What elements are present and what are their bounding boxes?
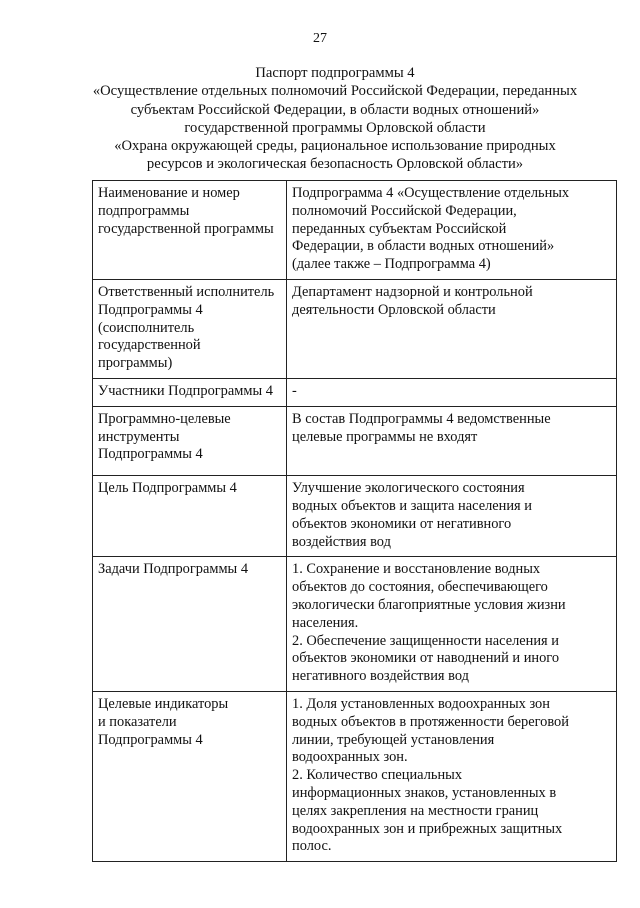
row-value-cell [287, 691, 617, 861]
row-value-line: целевые программы не входят [292, 428, 478, 445]
row-label-line: Ответственный исполнитель [98, 283, 275, 300]
row-label-cell [93, 691, 287, 861]
row-value-line: Федерации, в области водных отношений» [292, 238, 555, 255]
row-label-line: Цель Подпрограммы 4 [98, 480, 237, 497]
row-label-line: инструменты [98, 428, 180, 445]
row-value-line: полос. [292, 838, 332, 855]
row-value-line: населения. [292, 614, 359, 631]
table-row [93, 181, 617, 280]
heading-line: ресурсов и экологическая безопасность Орловской области» [146, 156, 524, 173]
heading-line: государственной программы Орловской области [184, 119, 486, 136]
row-label-cell [93, 557, 287, 692]
row-label-line: государственной [98, 337, 201, 354]
row-label-line: Программно-целевые [98, 410, 231, 427]
row-value-line: объектов экономики от негативного [292, 515, 512, 532]
row-value-line: водоохранных зон. [292, 749, 408, 766]
row-value-line: информационных знаков, установленных в [292, 784, 557, 801]
row-value-cell [287, 476, 617, 557]
table-row [93, 691, 617, 861]
row-value-line: водных объектов в протяженности береговой [292, 713, 569, 730]
row-value-cell [287, 378, 617, 406]
row-value-line: переданных субъектам Российской [292, 220, 507, 237]
row-label-line: Подпрограммы 4 [98, 446, 203, 463]
table-row [93, 279, 617, 378]
row-label-line: программы) [98, 355, 173, 372]
row-label-cell [93, 378, 287, 406]
page-number: 27 [313, 31, 327, 46]
row-label-line: и показатели [98, 713, 177, 730]
row-label-line: Подпрограммы 4 [98, 301, 203, 318]
row-value-cell [287, 181, 617, 280]
row-label-line: Задачи Подпрограммы 4 [98, 561, 249, 578]
row-value-line: 1. Сохранение и восстановление водных [292, 561, 541, 578]
row-label-cell [93, 476, 287, 557]
heading-line: Паспорт подпрограммы 4 [255, 65, 415, 81]
table-row [93, 378, 617, 406]
row-label-line: подпрограммы [98, 202, 190, 219]
row-value-line: воздействия вод [292, 533, 391, 550]
row-value-line: Подпрограмма 4 «Осуществление отдельных [292, 185, 570, 201]
row-value-line: 2. Количество специальных [292, 767, 463, 784]
row-value-line: (далее также – Подпрограмма 4) [292, 256, 491, 273]
heading-line: субъектам Российской Федерации, в области водных отношений» [130, 101, 540, 118]
row-value-line: водных объектов и защита населения и [292, 497, 532, 514]
table-row [93, 476, 617, 557]
row-value-line: 2. Обеспечение защищенности населения и [292, 632, 559, 649]
passport-table [92, 180, 617, 862]
row-label-cell [93, 406, 287, 475]
row-value-cell [287, 279, 617, 378]
row-label-line: Участники Подпрограммы 4 [98, 382, 273, 399]
row-value-line: деятельности Орловской области [292, 301, 496, 318]
table-row [93, 406, 617, 475]
row-value-line: полномочий Российской Федерации, [292, 202, 517, 219]
row-value-line: целях закрепления на местности границ [292, 802, 539, 819]
row-value-line: негативного воздействия вод [292, 668, 469, 685]
passport-table-body [93, 181, 617, 862]
row-value-line: В состав Подпрограммы 4 ведомственные [292, 410, 551, 427]
row-label-line: Наименование и номер [98, 185, 240, 201]
row-value-line: водоохранных зон и прибрежных защитных [292, 820, 563, 837]
row-value-line: линии, требующей установления [292, 731, 495, 748]
row-label-line: Целевые индикаторы [98, 695, 229, 712]
row-value-line: объектов до состояния, обеспечивающего [292, 579, 548, 596]
row-value-line: - [292, 382, 297, 399]
row-value-line: 1. Доля установленных водоохранных зон [292, 695, 550, 712]
row-label-line: государственной программы [98, 220, 274, 237]
passport-heading [40, 64, 630, 174]
table-row [93, 557, 617, 692]
row-value-line: объектов экономики от наводнений и иного [292, 650, 560, 667]
row-value-cell [287, 557, 617, 692]
row-label-line: (соисполнитель [98, 319, 195, 336]
row-label-cell [93, 181, 287, 280]
heading-line: «Охрана окружающей среды, рациональное использование природных [114, 138, 556, 155]
heading-line: «Осуществление отдельных полномочий Российской Федерации, переданных [92, 83, 578, 100]
row-value-cell [287, 406, 617, 475]
row-label-cell [93, 279, 287, 378]
row-value-line: экологически благоприятные условия жизни [292, 596, 566, 613]
row-value-line: Департамент надзорной и контрольной [292, 283, 533, 300]
row-value-line: Улучшение экологического состояния [292, 480, 525, 497]
row-label-line: Подпрограммы 4 [98, 731, 203, 748]
